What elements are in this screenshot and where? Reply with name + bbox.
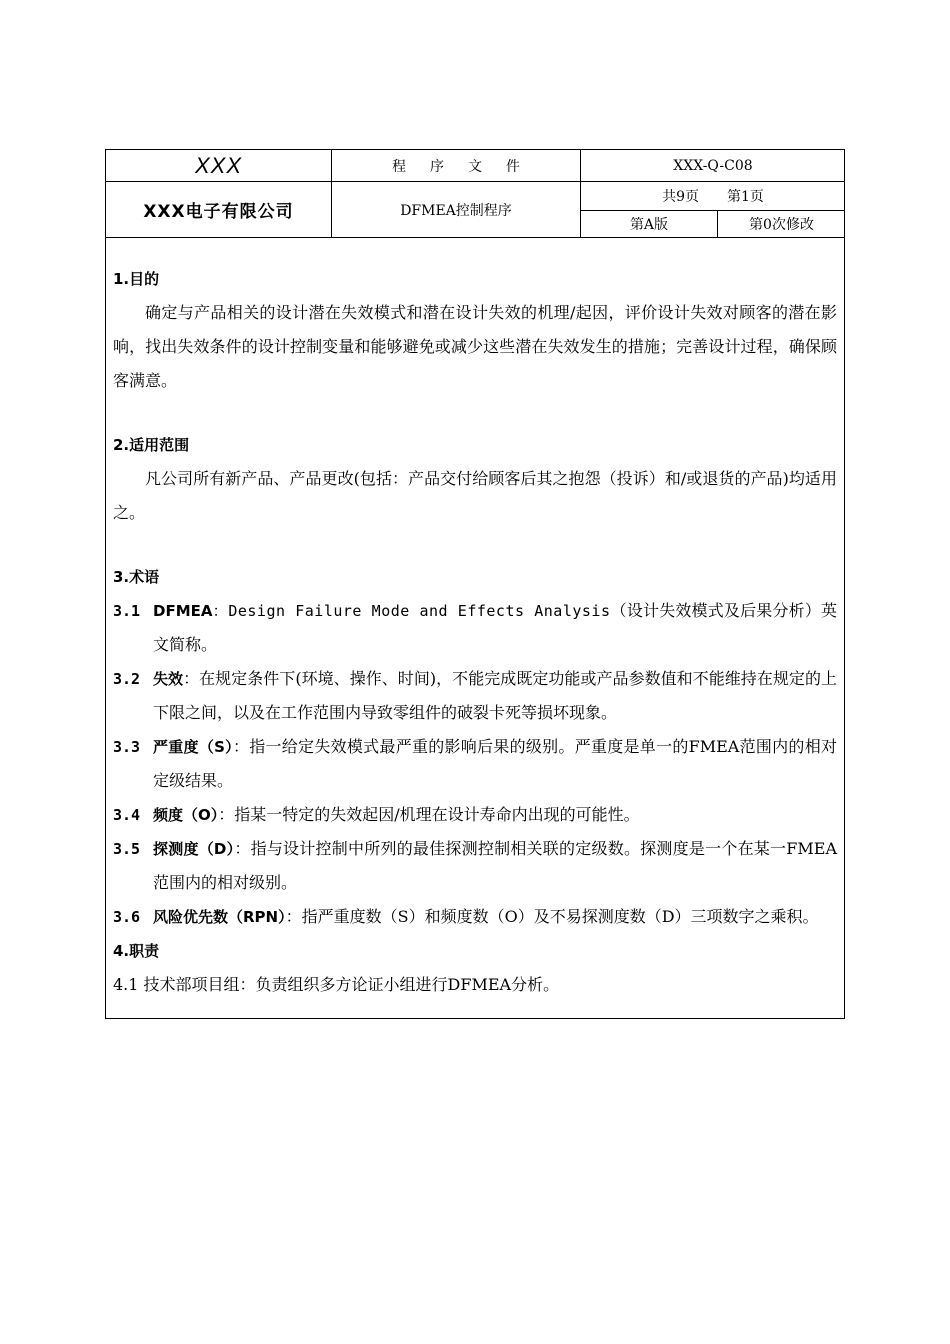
term-item-3-5 (113, 832, 837, 900)
section-1-body: 确定与产品相关的设计潜在失效模式和潜在设计失效的机理/起因，评价设计失效对顾客的潜在影响，找出失效条件的设计控制变量和能够避免或减少这些潜在失效发生的措施；完善设计过程，确保顾客满意。 (113, 303, 837, 390)
logo-text: XXX (194, 152, 243, 178)
term-item-3-3 (113, 730, 837, 798)
header-bottom-line (105, 237, 845, 238)
section-4-1: 4.1 技术部项目组：负责组织多方论证小组进行DFMEA分析。 (113, 975, 560, 994)
term-name: 频度（O） (153, 806, 219, 824)
section-1-title: 1.目的 (113, 270, 160, 288)
term-text: ：指与设计控制中所列的最佳探测控制相关联的定级数。探测度是一个在某一FMEA范围内的相对级别。 (153, 839, 837, 892)
term-english: ：Design Failure Mode and Effects Analysis (212, 602, 611, 620)
term-name: 探测度（D） (153, 840, 235, 858)
term-number: 3.4 (113, 806, 141, 824)
term-number: 3.5 (113, 840, 141, 858)
term-name: 失效 (153, 670, 184, 688)
term-text: ：指严重度数（S）和频度数（O）及不易探测度数（D）三项数字之乘积。 (285, 907, 819, 926)
term-item-3-4 (113, 798, 837, 832)
term-text: ：指一给定失效模式最严重的影响后果的级别。严重度是单一的FMEA范围内的相对定级结果。 (153, 737, 837, 790)
total-pages: 共9页 (662, 189, 699, 205)
revision: 第0次修改 (749, 217, 814, 233)
term-name: 严重度（S） (153, 738, 233, 756)
doc-title: DFMEA控制程序 (400, 202, 512, 219)
term-number: 3.3 (113, 738, 141, 756)
section-4-title: 4.职责 (113, 942, 160, 960)
doc-type: 程序文件 (392, 158, 544, 175)
term-text: ：在规定条件下(环境、操作、时间)，不能完成既定功能或产品参数值和不能维持在规定的上下限之间，以及在工作范围内导致零组件的破裂卡死等损坏现象。 (153, 669, 837, 722)
section-2-title: 2.适用范围 (113, 436, 190, 454)
page-number: 第1页 (727, 189, 764, 205)
version: 第A版 (629, 217, 669, 233)
term-text: ：指某一特定的失效起因/机理在设计寿命内出现的可能性。 (218, 805, 640, 824)
term-item-3-6 (113, 900, 837, 934)
term-name: DFMEA (153, 602, 213, 620)
term-name: 风险优先数（RPN） (153, 908, 286, 926)
term-number: 3.6 (113, 908, 141, 926)
term-item-3-2 (113, 662, 837, 730)
term-number: 3.2 (113, 670, 141, 688)
doc-number: XXX-Q-C08 (673, 157, 753, 174)
term-item-3-1 (113, 594, 837, 662)
section-2-body: 凡公司所有新产品、产品更改(包括：产品交付给顾客后其之抱怨（投诉）和/或退货的产品)均适用之。 (113, 469, 837, 522)
term-number: 3.1 (113, 602, 141, 620)
page-count (581, 182, 845, 210)
document-body (113, 262, 837, 1002)
term-text: （设计失效模式及后果分析）英文简称。 (153, 601, 837, 654)
company-name: XXX电子有限公司 (143, 202, 294, 222)
section-3-title: 3.术语 (113, 568, 160, 586)
